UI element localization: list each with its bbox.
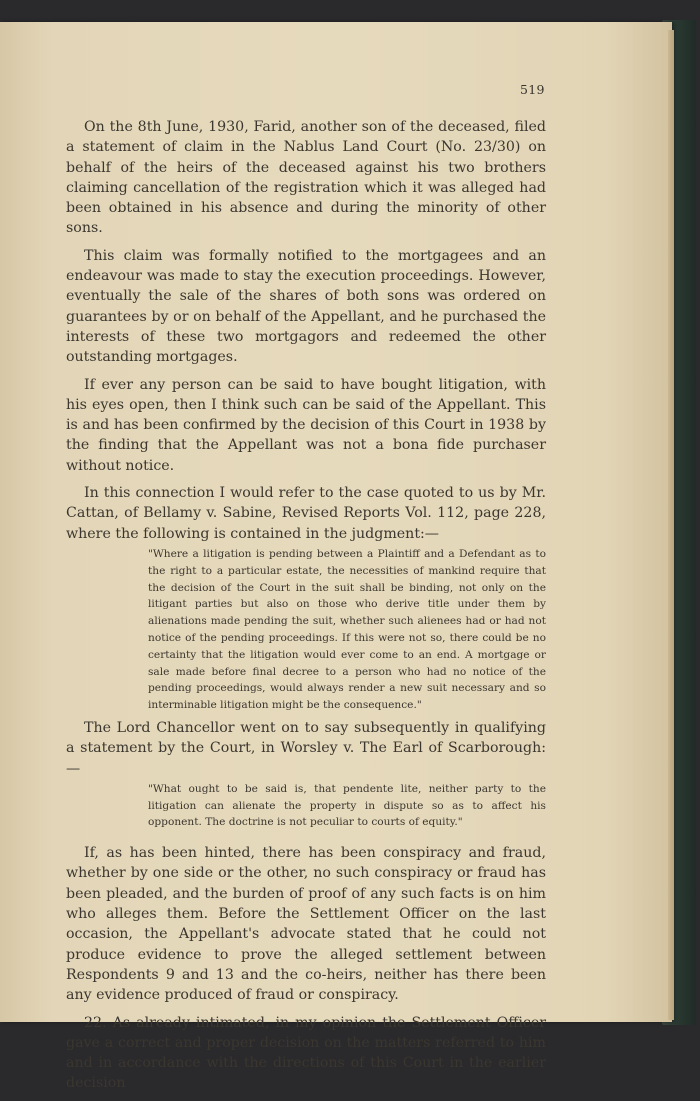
paragraph: In this connection I would refer to the case quoted to us by Mr. Cattan, of Bellamy v. Sabine, Revised Reports Vol. 112, page 228, where the following is contained in the judgment:— [66, 485, 546, 542]
paragraph: This claim was formally notified to the mortgagees and an endeavour was made to stay the execution proceedings. However, eventually the sale of the shares of both sons was ordered on guarantees by or on behalf of the Appellant, and he purchased the interests of these two mortgagors and redeemed the other outstanding mortgages. [66, 247, 546, 366]
block-quote: "What ought to be said is, that pendente lite, neither party to the litigation can alienate the property in dispute so as to affect his opponent. The doctrine is not peculiar to courts of equity." [148, 782, 546, 829]
block-quote: "Where a litigation is pending between a Plaintiff and a Defendant as to the right to a particular estate, the necessities of mankind require that the decision of the Court in the suit shall be binding, not only on the litigant parties but also on those who derive title under them by alienations made pending the suit, whether such alienees had or had not notice of the pending proceedings. If this were not so, there could be no certainty that the litigation would ever come to an end. A mortgage or sale made before final decree to a person who had no notice of the pending proceedings, would always render a new suit necessary and so interminable litigation might be the consequence." [148, 547, 546, 712]
page-number: 519 [520, 82, 545, 97]
paragraph: 22. As already intimated, in my opinion the Settlement Officer gave a correct and proper decision on the matters referred to him and in accordance with the directions of this Court in the earlier decision [66, 1014, 546, 1092]
paragraph: If ever any person can be said to have bought litigation, with his eyes open, then I think such can be said of the Appellant. This is and has been confirmed by the decision of this Court in 1938 by the finding that the Appellant was not a bona fide purchaser without notice. [66, 376, 546, 474]
paragraph: On the 8th June, 1930, Farid, another son of the deceased, filed a statement of claim in the Nablus Land Court (No. 23/30) on behalf of the heirs of the deceased against his two brothers claiming cancellation of the registration which it was alleged had been obtained in his absence and during the minority of other sons. [66, 119, 546, 237]
paragraph: The Lord Chancellor went on to say subsequently in qualifying a statement by the Court, in Worsley v. The Earl of Scarborough:— [66, 719, 546, 777]
paragraph: If, as has been hinted, there has been conspiracy and fraud, whether by one side or the other, no such conspiracy or fraud has been pleaded, and the burden of proof of any such facts is on him who alleges them. Before the Settlement Officer on the last occasion, the Appellant's advocate stated that he could not produce evidence to prove the alleged settlement between Respondents 9 and 13 and the co-heirs, neither has there been any evidence produced of fraud or conspiracy. [66, 845, 546, 1004]
page-body [66, 117, 546, 1101]
page-edge [668, 30, 674, 1020]
